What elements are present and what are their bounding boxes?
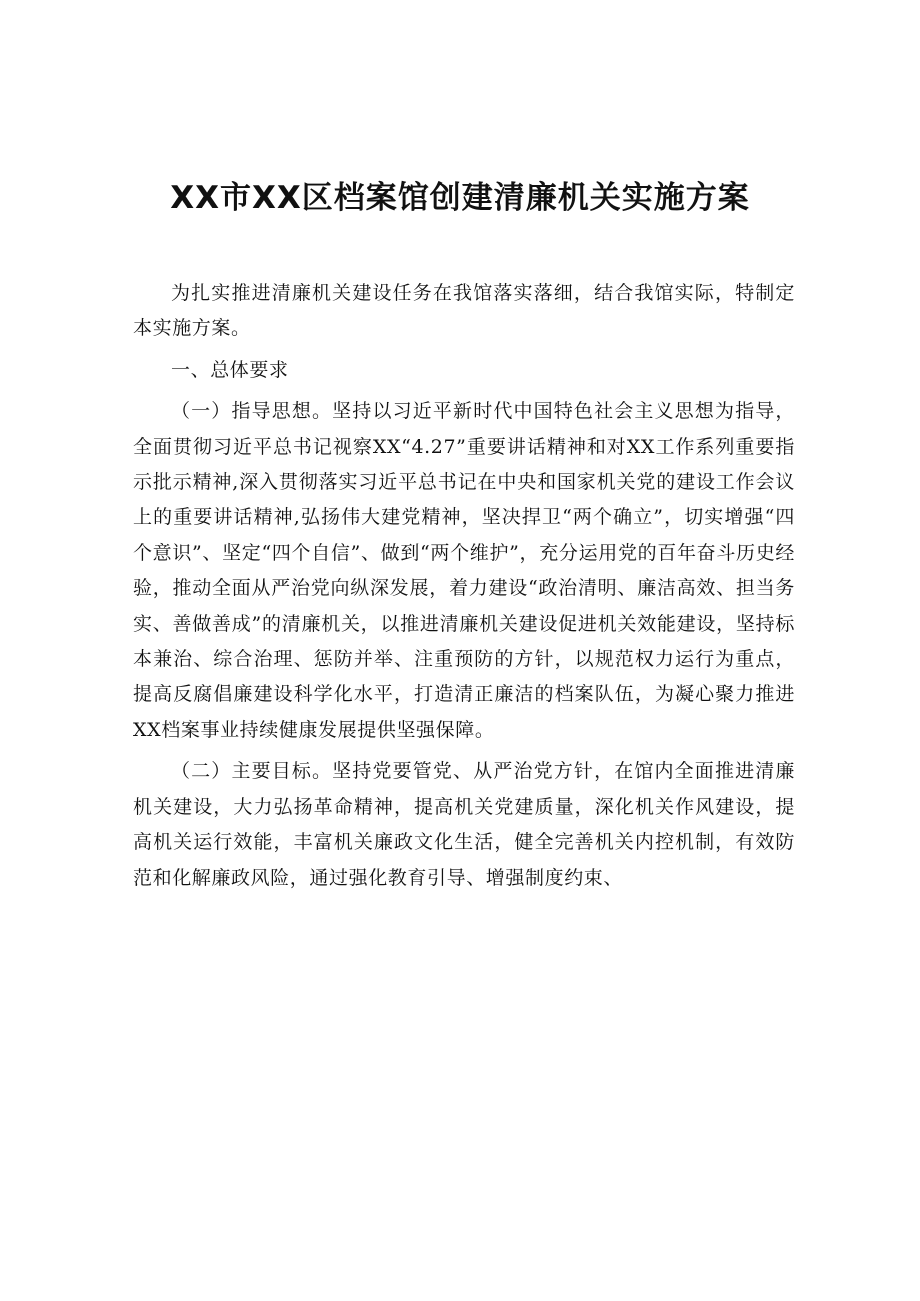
main-objectives-paragraph: （二）主要目标。坚持党要管党、从严治党方针，在馆内全面推进清廉机关建设，大力弘扬革命精神，提高机关党建质量，深化机关作风建设，提高机关运行效能，丰富机关廉政文化生活，健全完善机关内控机制，有效防范和化解廉政风险，通过强化教育引导、增强制度约束、 <box>133 760 795 889</box>
document-title: XX市XX区档案馆创建清廉机关实施方案 <box>170 180 750 216</box>
intro-paragraph: 为扎实推进清廉机关建设任务在我馆落实落细，结合我馆实际，特制定本实施方案。 <box>133 282 795 340</box>
guiding-ideology-paragraph: （一）指导思想。坚持以习近平新时代中国特色社会主义思想为指导，全面贯彻习近平总书记视察XX“4.27”重要讲话精神和对XX工作系列重要指示批示精神,深入贯彻落实习近平总书记在中央和国家机关党的建设工作会议上的重要讲话精神,弘扬伟大建党精神，坚决捍卫“两个确立”，切实增强“四个意识”、坚定“四个自信”、做到“两个维护”，充分运用党的百年奋斗历史经验，推动全面从严治党向纵深发展，着力建设“政治清明、廉洁高效、担当务实、善做善成”的清廉机关，以推进清廉机关建设促进机关效能建设，坚持标本兼治、综合治理、惩防并举、注重预防的方针，以规范权力运行为重点，提高反腐倡廉建设科学化水平，打造清正廉洁的档案队伍，为凝心聚力推进XX档案事业持续健康发展提供坚强保障。 <box>133 400 795 741</box>
document-body <box>133 276 795 896</box>
section-heading-general-requirements: 一、总体要求 <box>171 358 289 381</box>
